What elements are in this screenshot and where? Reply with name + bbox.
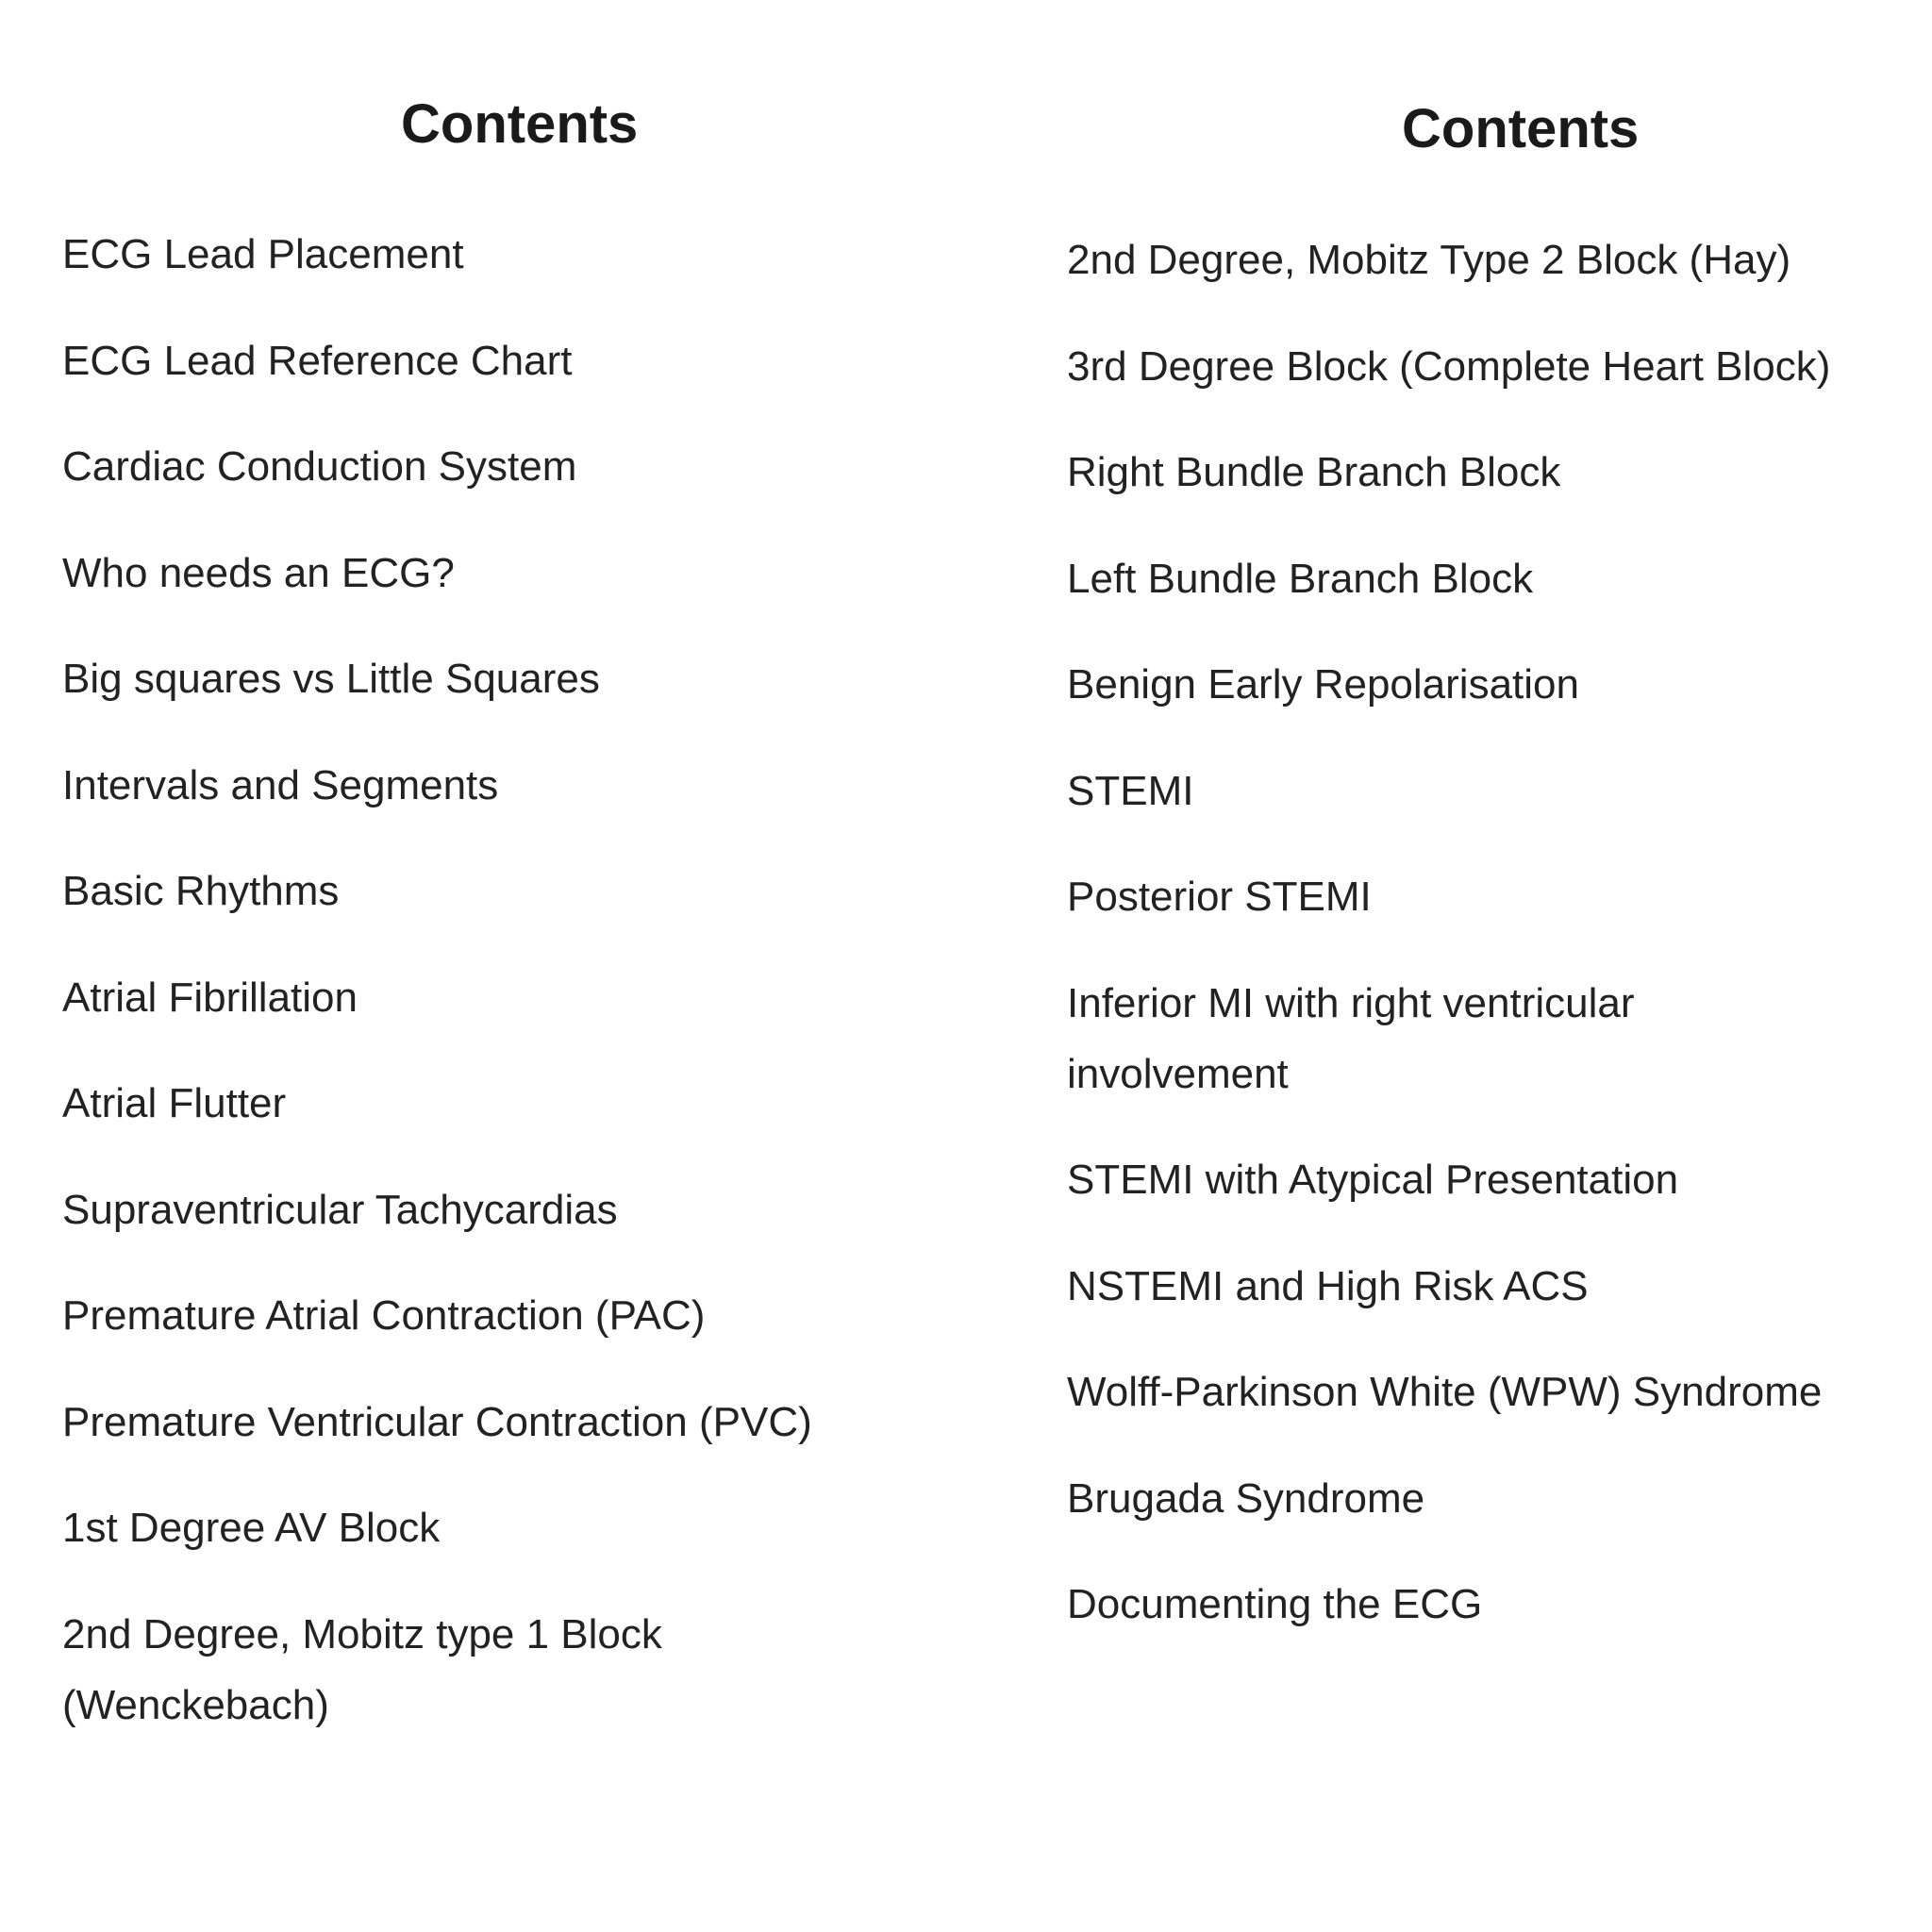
contents-entry[interactable]: Atrial Fibrillation [62,974,358,1021]
contents-entry[interactable]: Cardiac Conduction System [62,443,577,490]
contents-list [62,219,987,1740]
contents-entry[interactable]: Inferior MI with right ventricular involvement [1067,979,1635,1097]
contents-entry[interactable]: STEMI [1067,767,1194,814]
contents-entry[interactable]: 1st Degree AV Block [62,1505,441,1551]
contents-entry[interactable]: Wolff-Parkinson White (WPW) Syndrome [1067,1369,1823,1415]
contents-entry[interactable]: NSTEMI and High Risk ACS [1067,1262,1589,1309]
contents-entry[interactable]: Atrial Flutter [62,1080,287,1126]
contents-entry[interactable]: Brugada Syndrome [1067,1474,1425,1522]
contents-entry[interactable]: 2nd Degree, Mobitz type 1 Block (Wenckebach) [62,1610,662,1728]
contents-entry[interactable]: Right Bundle Branch Block [1067,449,1561,495]
contents-entry[interactable]: Supraventricular Tachycardias [62,1186,618,1233]
contents-heading: Contents [401,93,639,155]
contents-entry[interactable]: 2nd Degree, Mobitz Type 2 Block (Hay) [1067,237,1791,283]
contents-entry[interactable]: Benign Early Repolarisation [1067,661,1579,708]
contents-entry[interactable]: 3rd Degree Block (Complete Heart Block) [1067,342,1831,390]
contents-entry[interactable]: ECG Lead Reference Chart [62,337,573,384]
contents-list [1067,225,1930,1640]
contents-entry[interactable]: Basic Rhythms [62,868,340,914]
contents-entry[interactable]: Big squares vs Little Squares [62,656,600,702]
contents-entry[interactable]: Posterior STEMI [1067,874,1372,920]
contents-entry[interactable]: STEMI with Atypical Presentation [1067,1157,1679,1203]
contents-entry[interactable]: Left Bundle Branch Block [1067,555,1534,602]
contents-entry[interactable]: Premature Ventricular Contraction (PVC) [62,1398,812,1445]
contents-entry[interactable]: ECG Lead Placement [62,231,464,277]
contents-entry[interactable]: Who needs an ECG? [62,549,455,596]
contents-heading: Contents [1402,98,1640,159]
contents-entry[interactable]: Documenting the ECG [1067,1581,1483,1627]
contents-entry[interactable]: Intervals and Segments [62,761,499,808]
contents-entry[interactable]: Premature Atrial Contraction (PAC) [62,1292,706,1339]
